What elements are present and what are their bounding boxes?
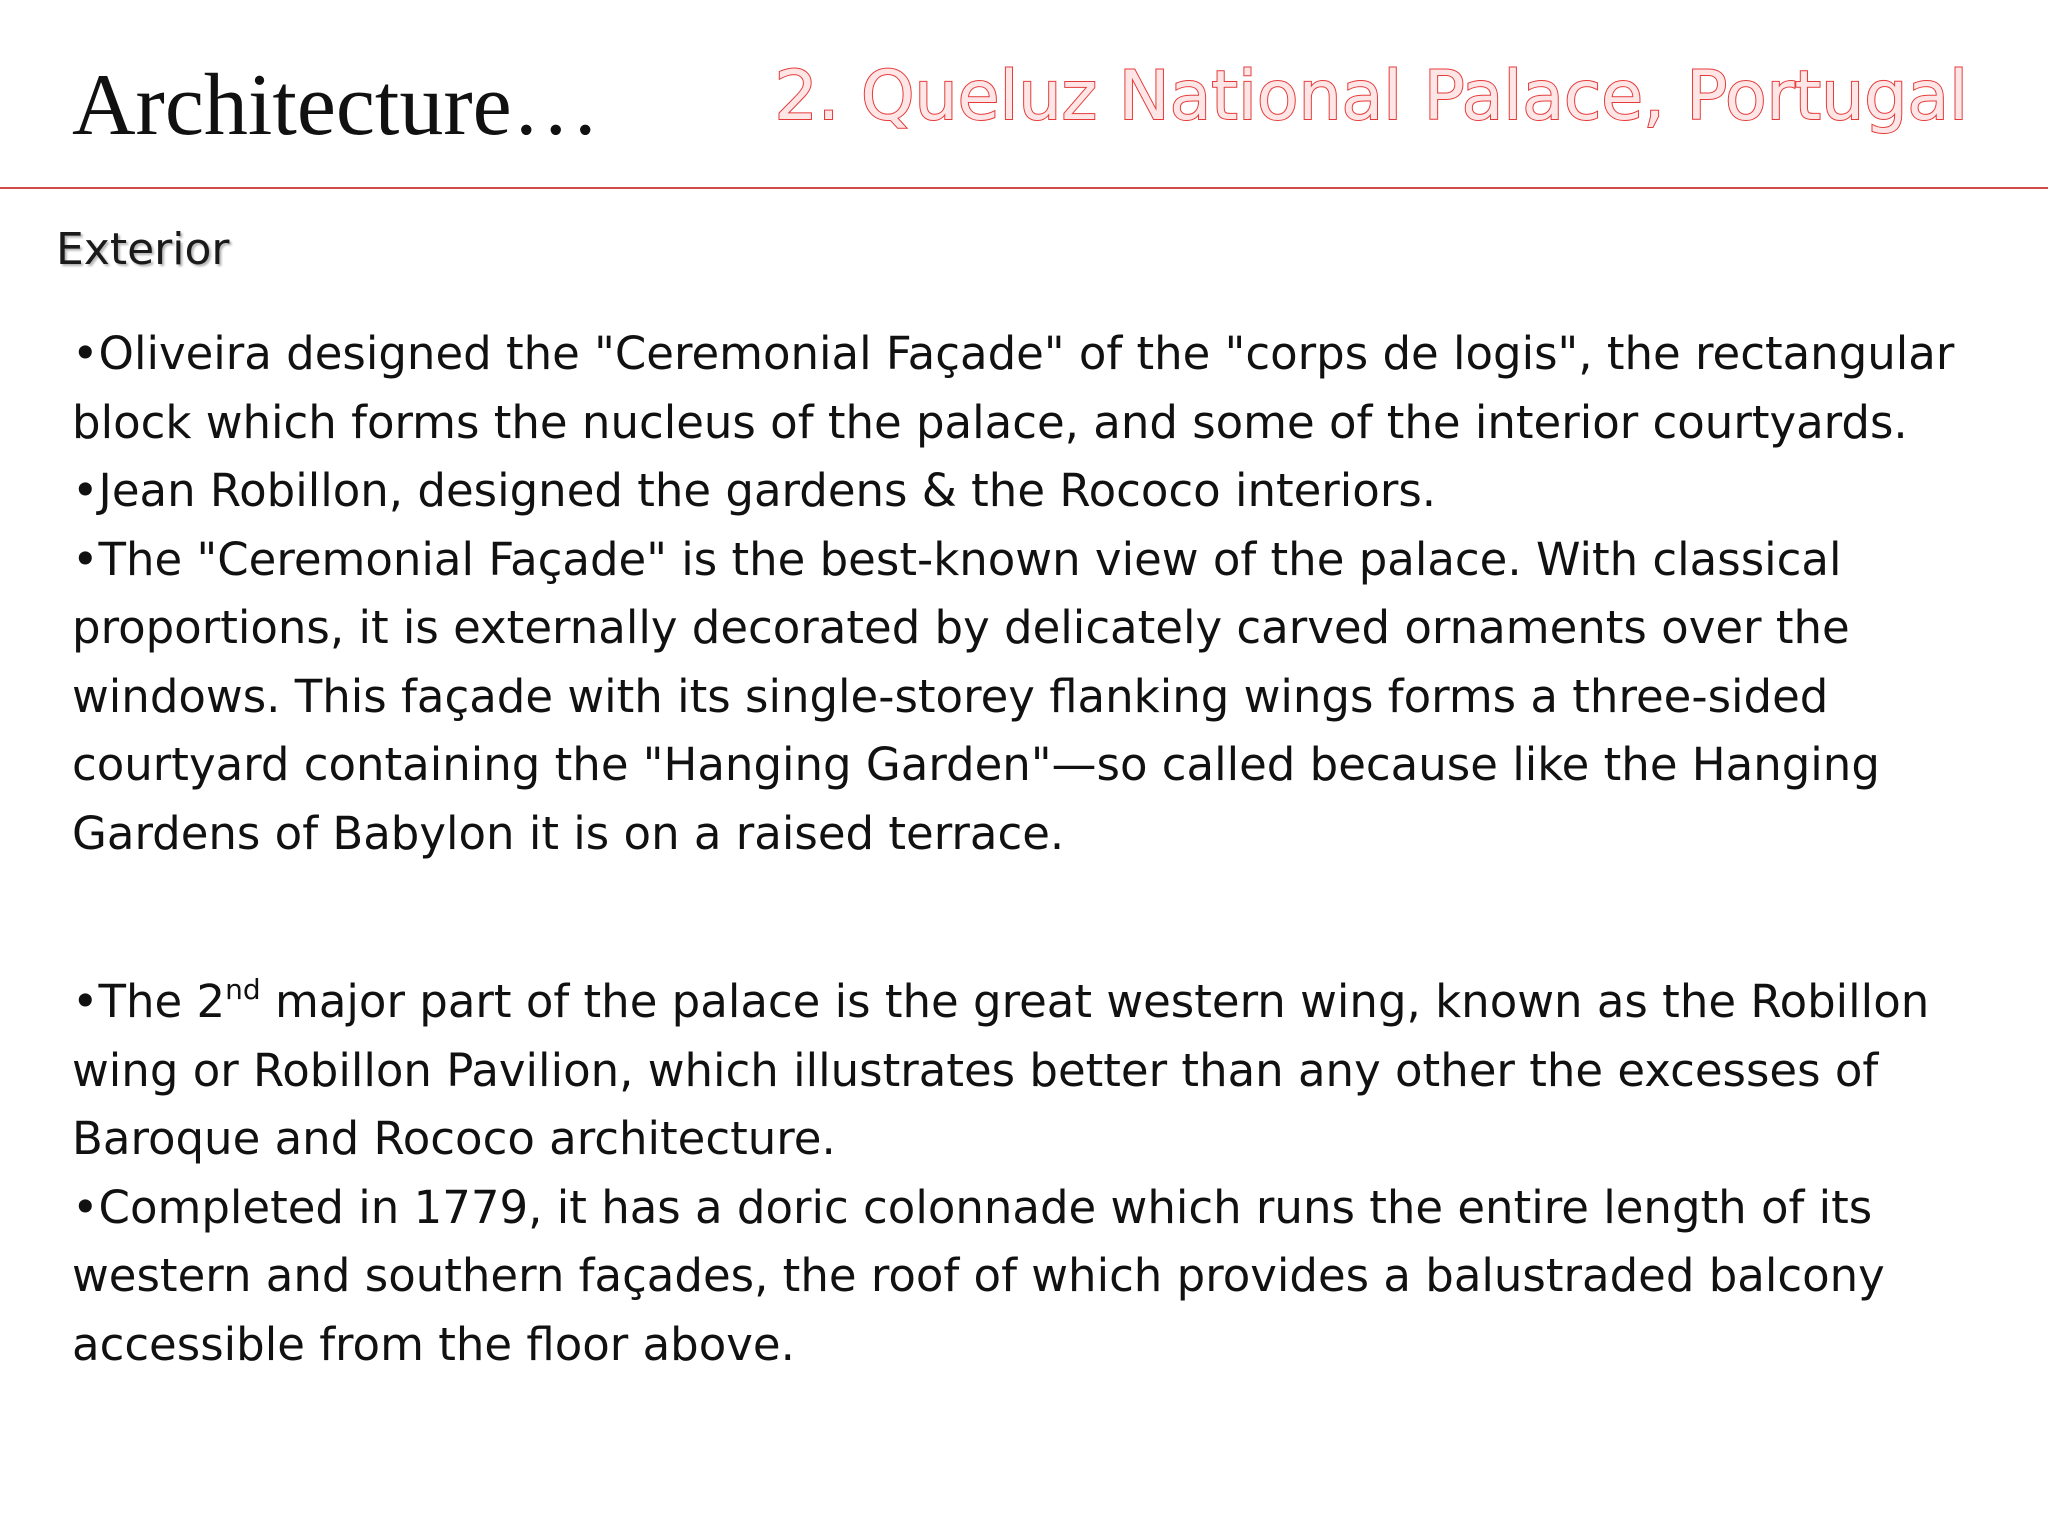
bullet-paragraph-4 [72,968,1992,1174]
section-label: Exterior [56,224,230,275]
bullet-paragraph-2: •Jean Robillon, designed the gardens & the Rococo interiors. [72,464,1437,517]
bullet-paragraph-1: •Oliveira designed the "Ceremonial Façade" of the "corps de logis", the rectangular block which forms the nucleus of the palace, and some of the interior courtyards. [72,327,1955,449]
bullet-paragraph-3: •The "Ceremonial Façade" is the best-known view of the palace. With classical proportions, it is externally decorated by delicately carved ornaments over the windows. This façade with its single-storey flanking wings forms a three-sided courtyard containing the "Hanging Garden"—so called because like the Hanging Gardens of Babylon it is on a raised terrace. [72,532,1880,860]
slide-title: Architecture… [72,57,600,154]
title-divider [0,187,2048,189]
slide-subtitle: 2. Queluz National Palace, Portugal [774,57,1968,136]
body-text [72,320,1992,1379]
paragraph-gap [72,868,1992,968]
ordinal-superscript: nd [225,973,261,1006]
bullet-paragraph-4-suffix: major part of the palace is the great western wing, known as the Robillon wing or Robillon Pavilion, which illustrates better than any other the excesses of Baroque and Rococo architecture. [72,975,1930,1165]
bullet-paragraph-4-prefix: •The 2 [72,975,226,1028]
bullet-paragraph-5: •Completed in 1779, it has a doric colonnade which runs the entire length of its western and southern façades, the roof of which provides a balustraded balcony accessible from the floor above. [72,1180,1885,1371]
